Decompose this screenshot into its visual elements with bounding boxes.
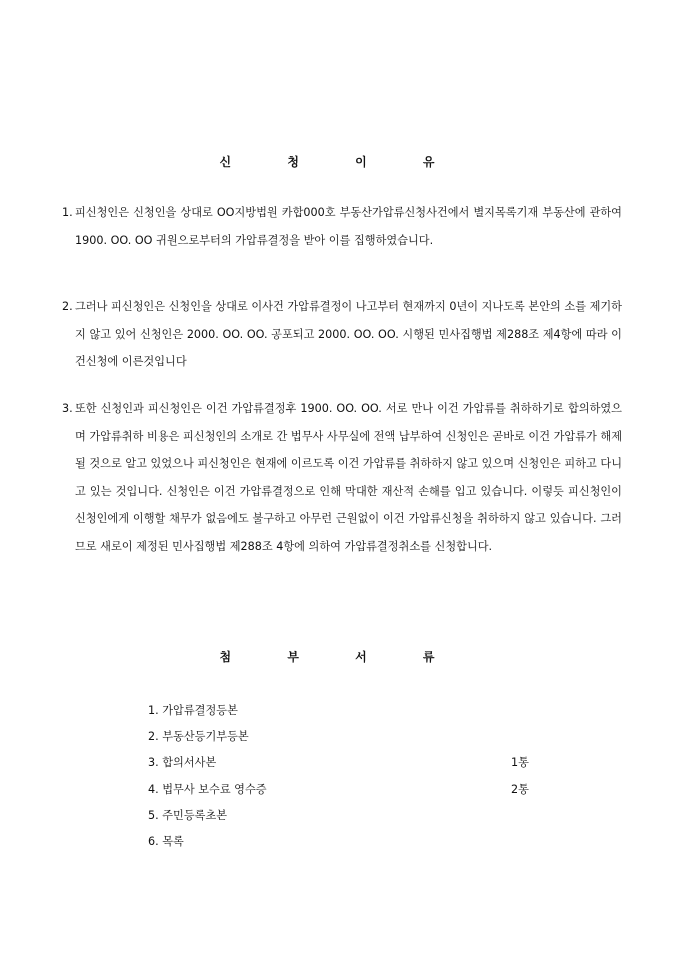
- attachment-label: 4. 법무사 보수료 영수증: [148, 782, 267, 796]
- attachment-item: [148, 829, 548, 855]
- paragraph-text: 또한 신청인과 피신청인은 이건 가압류결정후 1900. OO. OO. 서로 만나 이건 가압류를 취하하기로 합의하였으며 가압류취하 비용은 피신청인의 소개로 간 법무사 사무실에 전액 납부하여 신청인은 곧바로 이건 가압류가 해제 될 것으로 알고 있었으나 피신청인은 현재에 이르도록 이건 가압류를 취하하지 않고 있으며 신청인은 피하고 다니고 있는 것입니다. 신청인은 이건 가압류결정으로 인해 막대한 재산적 손해를 입고 있습니다. 이렇듯 피신청인이 신청인에게 이행할 채무가 없음에도 불구하고 아무런 근원없이 이건 가압류신청을 취하하지 않고 있습니다. 그러므로 새로이 제정된 민사집행법 제288조 4항에 의하여 가압류결정취소를 신청합니다.: [75, 402, 622, 553]
- attachments-list: [148, 698, 548, 855]
- attachment-count: 2통: [511, 782, 529, 796]
- attachment-count: 1통: [511, 756, 529, 770]
- paragraph-number: 1.: [62, 206, 73, 219]
- attachment-label: 2. 부동산등기부등본: [148, 730, 249, 744]
- attachment-label: 1. 가압류결정등본: [148, 704, 238, 717]
- paragraph-text: 그러나 피신청인은 신청인을 상대로 이사건 가압류결정이 나고부터 현재까지 0년이 지나도록 본안의 소를 제기하지 않고 있어 신청인은 2000. OO. OO. 공포되고 2000. OO. OO. 시행된 민사집행법 제288조 제4항에 따라 이건신청에 이른것입니다: [75, 300, 622, 368]
- attachment-label: 6. 목록: [148, 834, 184, 848]
- reasons-heading: 신 청 이 유: [219, 155, 461, 169]
- attachment-label: 5. 주민등록초본: [148, 808, 228, 822]
- paragraph-text: 피신청인은 신청인을 상대로 OO지방법원 카합000호 부동산가압류신청사건에서 별지목록기재 부동산에 관하여 1900. OO. OO 귀원으로부터의 가압류결정을 받아 이를 집행하였습니다.: [75, 206, 622, 247]
- reason-paragraph-1: [62, 199, 622, 254]
- attachment-item: [148, 777, 548, 803]
- attachment-item: [148, 750, 548, 776]
- attachment-item: [148, 724, 548, 750]
- attachment-item: [148, 698, 548, 724]
- paragraph-number: 2.: [62, 300, 73, 313]
- attachment-item: [148, 803, 548, 829]
- attachments-heading: 첨 부 서 류: [219, 650, 461, 664]
- paragraph-number: 3.: [62, 402, 73, 415]
- reason-paragraph-2: [62, 293, 622, 376]
- attachment-label: 3. 합의서사본: [148, 756, 217, 770]
- reason-paragraph-3: [62, 395, 622, 560]
